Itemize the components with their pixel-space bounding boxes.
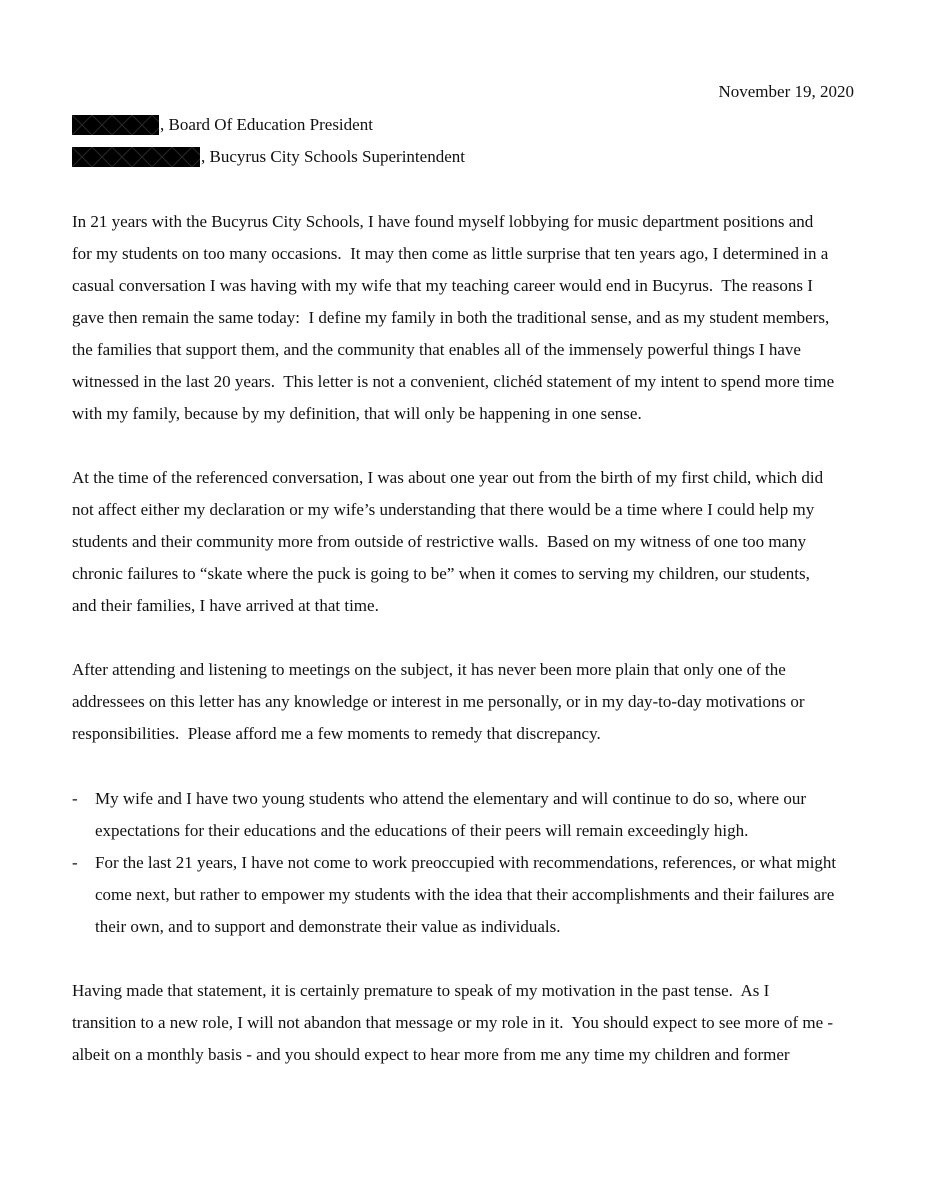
addressee-board-president (72, 114, 373, 136)
bullet-item (72, 847, 862, 943)
text-line: responsibilities. Please afford me a few moments to remedy that discrepancy. (72, 724, 601, 743)
paragraph-2 (72, 462, 862, 622)
text-line: the families that support them, and the community that enables all of the immensely powerful things I have (72, 340, 801, 359)
text-line: albeit on a monthly basis - and you should expect to hear more from me any time my children and former (72, 1045, 790, 1064)
text-line: addressees on this letter has any knowledge or interest in me personally, or in my day-to-day motivations or (72, 692, 805, 711)
redaction-mark (72, 147, 200, 167)
text-line: casual conversation I was having with my wife that my teaching career would end in Bucyrus. The reasons I (72, 276, 813, 295)
addressee-superintendent (72, 146, 465, 168)
addressee-title: , Bucyrus City Schools Superintendent (201, 147, 465, 166)
text-line: chronic failures to “skate where the puck is going to be” when it comes to serving my children, our students, (72, 564, 810, 583)
text-line: come next, but rather to empower my students with the idea that their accomplishments and their failures are (95, 885, 835, 904)
bullet-item (72, 783, 862, 847)
text-line: At the time of the referenced conversation, I was about one year out from the birth of my first child, which did (72, 468, 824, 487)
letter-date: November 19, 2020 (718, 82, 854, 101)
paragraph-closing (72, 975, 862, 1071)
text-line: not affect either my declaration or my wife’s understanding that there would be a time where I could help my (72, 500, 815, 519)
text-line: expectations for their educations and the educations of their peers will remain exceedingly high. (95, 821, 749, 840)
paragraph-1 (72, 206, 862, 430)
text-line: Having made that statement, it is certainly premature to speak of my motivation in the past tense. As I (72, 981, 770, 1000)
redaction-mark (72, 115, 159, 135)
text-line: gave then remain the same today: I define my family in both the traditional sense, and as my student members, (72, 308, 830, 327)
text-line: and their families, I have arrived at that time. (72, 596, 379, 615)
addressee-title: , Board Of Education President (160, 115, 373, 134)
bullet-dash: - (72, 789, 78, 808)
bullet-list (72, 783, 862, 943)
bullet-dash: - (72, 853, 78, 872)
text-line: their own, and to support and demonstrate their value as individuals. (95, 917, 561, 936)
text-line: with my family, because by my definition, that will only be happening in one sense. (72, 404, 642, 423)
text-line: After attending and listening to meetings on the subject, it has never been more plain that only one of the (72, 660, 786, 679)
text-line: transition to a new role, I will not abandon that message or my role in it. You should expect to see more of me - (72, 1013, 834, 1032)
text-line: students and their community more from outside of restrictive walls. Based on my witness of one too many (72, 532, 807, 551)
text-line: My wife and I have two young students who attend the elementary and will continue to do so, where our (95, 789, 806, 808)
text-line: In 21 years with the Bucyrus City Schools, I have found myself lobbying for music department positions and (72, 212, 814, 231)
text-line: for my students on too many occasions. It may then come as little surprise that ten years ago, I determined in a (72, 244, 829, 263)
paragraph-3 (72, 654, 862, 750)
text-line: witnessed in the last 20 years. This letter is not a convenient, clichéd statement of my intent to spend more time (72, 372, 835, 391)
text-line: For the last 21 years, I have not come to work preoccupied with recommendations, references, or what might (95, 853, 837, 872)
